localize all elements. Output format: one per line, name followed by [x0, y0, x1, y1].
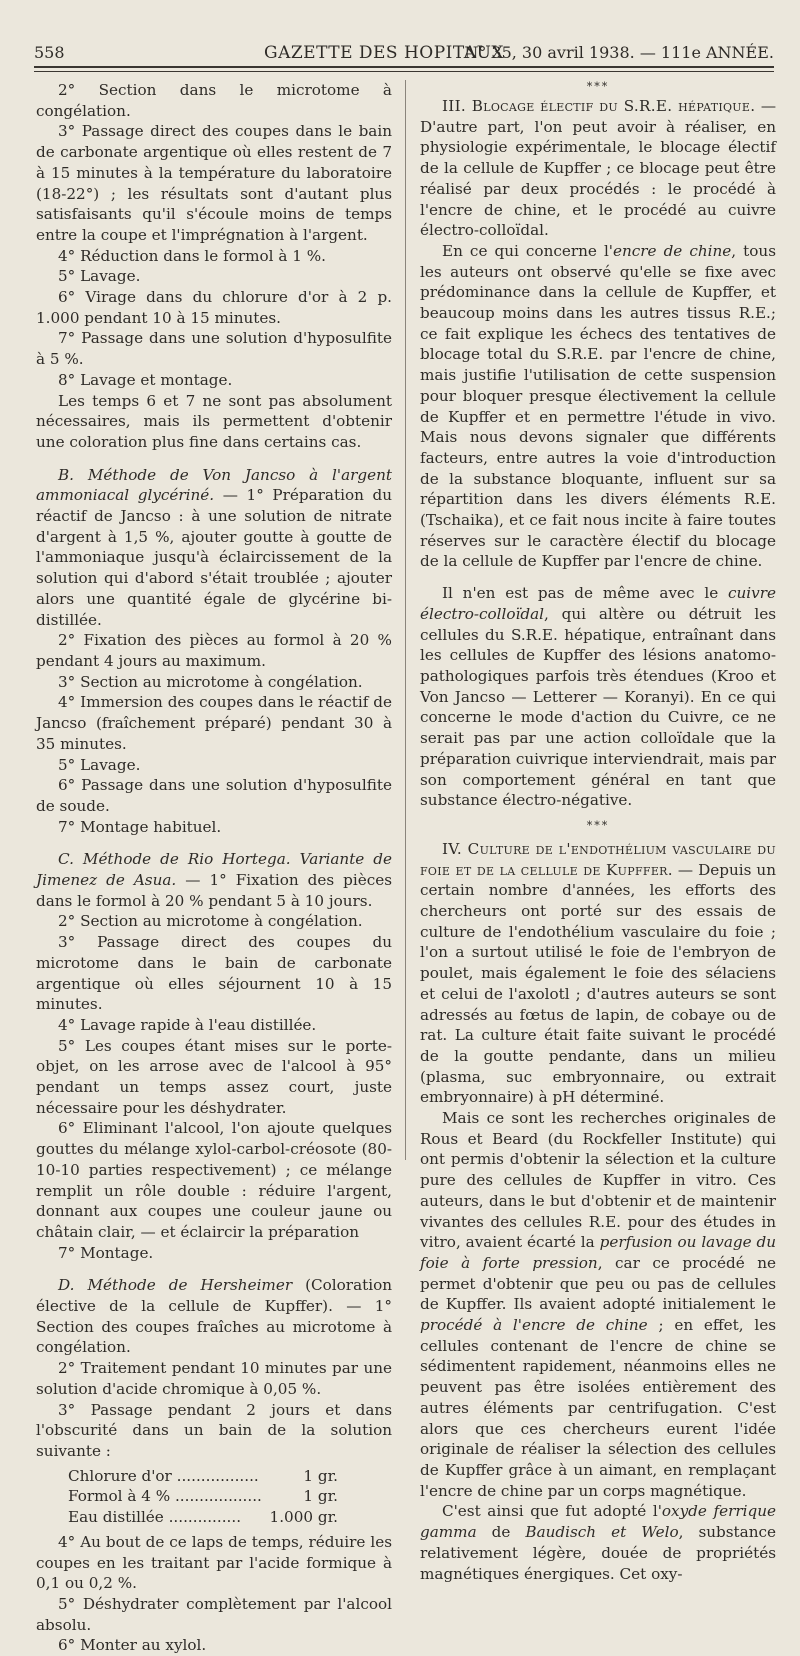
section-iii-text: — D'autre part, l'on peut avoir à réaliser, en physiologie expérimentale, le blocage électif de la cellule de Kupffer ; ce blocage peut être réalisé par deux procédés : le procédé à l'encre de chine, et le procédé au cuivre électro-colloïdal. [420, 97, 776, 240]
emphasis: cuivre électro-colloïdal [420, 584, 776, 623]
step-paragraph: 6° Eliminant l'alcool, l'on ajoute quelques gouttes du mélange xylol-carbol-créosote (80-10-10 parties respectivement) ; ce mélange remplit un rôle double : réduire l'argent, donnant aux coupes une couleur jaune ou châtain clair, — et éclaircir la préparation [36, 1119, 392, 1241]
recipe-quantity: 1 gr. [303, 1487, 338, 1506]
text-run: Il n'en est pas de même avec le [442, 584, 729, 603]
header-rule [34, 71, 774, 72]
column-divider [405, 80, 406, 1160]
body-paragraph [420, 583, 776, 811]
section-iii-heading: III. Blocage électif du S.R.E. hépatique. [442, 97, 756, 115]
issue-info: N° 35, 30 avril 1938. — 111e ANNÉE. [464, 43, 774, 62]
text-run: En ce qui concerne l' [442, 241, 613, 260]
step-paragraph: 7° Montage. [58, 1243, 154, 1262]
step-paragraph: 8° Lavage et montage. [58, 370, 233, 389]
section-iv-text: — Depuis un certain nombre d'années, les efforts des chercheurs ont porté sur des essais de culture de l'endothélium vasculaire du foie ; l'on a surtout utilisé le foie de l'embryon de poulet, mais également le foie des sélaciens et celui de l'axolotl ; d'autres auteurs se sont adressés au fœtus de lapin, de cobaye ou de rat. La culture était faite suivant le procédé de la goutte pendante, dans un milieu (plasma, suc embryonnaire, ou extrait embryonnaire) à pH déterminé. [420, 860, 776, 1107]
step-paragraph: 2° Fixation des pièces au formol à 20 % pendant 4 jours au maximum. [36, 631, 392, 670]
step-paragraph: 7° Passage dans une solution d'hyposulfite à 5 %. [36, 329, 392, 369]
step-paragraph: 2° Section au microtome à congélation. [58, 912, 363, 931]
step-paragraph: 3° Passage pendant 2 jours et dans l'obscurité dans un bain de la solution suivante : [36, 1400, 392, 1460]
recipe-quantity: 1.000 gr. [269, 1508, 338, 1527]
recipe-quantity: 1 gr. [303, 1466, 338, 1485]
step-paragraph: 6° Passage dans une solution d'hyposulfite de soude. [36, 776, 392, 815]
method-b-heading: B. Méthode de Von Jancso à l'argent ammoniacal glycériné. [36, 465, 392, 505]
step-paragraph: 3° Section au microtome à congélation. [58, 672, 363, 691]
emphasis: procédé à l'encre de chine [420, 1316, 648, 1335]
emphasis: Baudisch et Welo [525, 1523, 679, 1542]
method-c-paragraph [36, 849, 392, 911]
method-d-paragraph [36, 1275, 392, 1358]
step-paragraph: 3° Passage direct des coupes du microtome dans le bain de carbonate argentique où elles séjournent 10 à 15 minutes. [36, 933, 392, 1014]
step-paragraph: 5° Lavage. [58, 755, 141, 774]
step-paragraph: 4° Réduction dans le formol à 1 %. [58, 246, 326, 265]
method-b-paragraph [36, 465, 392, 631]
text-run: ; en effet, les cellules contenant de l'encre de chine se sédimentent rapidement, néanmoins elles ne peuvent pas être isolées entièrement des autres éléments par centrifugation. C'est alors que ces chercheurs eurent l'idée originale de réaliser la sélection des cellules de Kupffer grâce à un aimant, en remplaçant l'encre de chine par un corps magnétique. [420, 1316, 776, 1500]
method-d-heading: D. Méthode de Hersheimer [58, 1276, 293, 1295]
step-paragraph: 3° Passage direct des coupes dans le bain de carbonate argentique où elles restent de 7 à 15 minutes à la température du laboratoire (18-22°) ; les résultats sont d'autant plus satisfaisants qu'il s'écoule moins de temps entre la coupe et l'imprégnation à l'argent. [36, 122, 392, 244]
recipe-row [68, 1507, 338, 1528]
text-run: Mais ce sont les recherches originales de Rous et Beard (du Rockfeller Institute) qui ont permis d'obtenir la sélection et la culture pure des cellules de Kupffer in vitro. Ces auteurs, dans le but d'obtenir et de maintenir vivantes des cellules R.E. pour des études in vitro, avaient écarté la [420, 1109, 776, 1252]
note-paragraph: Les temps 6 et 7 ne sont pas absolument nécessaires, mais ils permettent d'obtenir une coloration plus fine dans certains cas. [36, 391, 392, 451]
section-separator: *** [586, 80, 610, 93]
recipe-table [68, 1466, 338, 1528]
step-paragraph: 2° Traitement pendant 10 minutes par une solution d'acide chromique à 0,05 %. [36, 1359, 392, 1398]
step-paragraph: 4° Lavage rapide à l'eau distillée. [58, 1015, 317, 1034]
recipe-row [68, 1466, 338, 1487]
text-run: , tous les auteurs ont observé qu'elle se fixe avec prédominance dans la cellule de Kupffer, et beaucoup moins dans les autres tissus R.E.; ce fait explique les échecs des tentatives de blocage total du S.R.E. par l'encre de chine, mais justifie l'utilisation de cette suspension pour bloquer presque électivement la cellule de Kupffer et en permettre l'étude in vivo. Mais nous devons signaler que différents facteurs, entre autres la voie d'introduction de la substance bloquante, influent sur sa répartition dans les divers éléments R.E. (Tschaika), et ce fait nous incite à faire toutes réserves sur le caractère électif du blocage de la cellule de Kupffer par l'encre de chine. [420, 241, 776, 571]
section-iv-paragraph [420, 839, 776, 1108]
step-paragraph: 4° Au bout de ce laps de temps, réduire les coupes en les traitant par l'acide formique à 0,1 ou 0,2 %. [36, 1532, 392, 1593]
text-run: , qui altère ou détruit les cellules du S.R.E. hépatique, entraînant dans les cellules de Kupffer des lésions anatomo-pathologiques parfois très étendues (Kroo et Von Jancso — Letterer — Koranyi). En ce qui concerne le mode d'action du Cuivre, ce ne serait pas par une action colloïdale que la préparation cuivrique interviendrait, mais par son comportement général en tant que substance électro-négative. [420, 604, 776, 810]
body-paragraph [420, 1501, 776, 1584]
method-c-heading: C. Méthode de Rio Hortega. Variante de Jimenez de Asua. [36, 850, 392, 890]
recipe-ingredient: Formol à 4 % .................. [68, 1487, 262, 1506]
section-separator: *** [586, 818, 610, 832]
section-iv-heading: IV. Culture de l'endothélium vasculaire du foie et de la cellule de Kupffer. [420, 839, 776, 879]
step-paragraph: 2° Section dans le microtome à congélation. [36, 81, 392, 120]
step-paragraph: 6° Monter au xylol. [58, 1636, 207, 1655]
right-column [420, 80, 776, 1584]
method-d-text: (Coloration élective de la cellule de Kupffer). — 1° Section des coupes fraîches au microtome à congélation. [36, 1276, 393, 1357]
section-iii-paragraph [420, 96, 776, 241]
step-paragraph: 5° Déshydrater complètement par l'alcool absolu. [36, 1594, 392, 1634]
journal-title: GAZETTE DES HOPITAUX [264, 43, 505, 63]
body-paragraph [420, 241, 776, 572]
running-header [34, 40, 774, 68]
text-run: , substance relativement légère, douée de propriétés magnétiques énergiques. Cet oxy- [420, 1523, 776, 1583]
emphasis: perfusion ou lavage du foie à forte pression [420, 1233, 776, 1272]
recipe-row [68, 1486, 338, 1507]
method-c-text: — 1° Fixation des pièces dans le formol à 20 % pendant 5 à 10 jours. [36, 871, 393, 910]
text-run: C'est ainsi que fut adopté l' [442, 1502, 662, 1521]
step-paragraph: 6° Virage dans du chlorure d'or à 2 p. 1.000 pendant 10 à 15 minutes. [36, 288, 392, 327]
emphasis: oxyde ferrique gamma [420, 1502, 776, 1542]
step-paragraph: 4° Immersion des coupes dans le réactif de Jancso (fraîchement préparé) pendant 30 à 35 minutes. [36, 693, 392, 753]
left-column [36, 80, 392, 1656]
step-paragraph: 5° Les coupes étant mises sur le porte-objet, on les arrose avec de l'alcool à 95° pendant un temps assez court, juste nécessaire pour les déshydrater. [36, 1036, 392, 1117]
method-b-text: — 1° Préparation du réactif de Jancso : à une solution de nitrate d'argent à 1,5 %, ajouter goutte à goutte de l'ammoniaque jusqu'à éclaircissement de la solution qui d'abord s'était troublée ; ajouter alors une quantité égale de glycérine bi-distillée. [36, 486, 392, 629]
text-run: , car ce procédé ne permet d'obtenir que peu ou pas de cellules de Kupffer. Ils avaient adopté initialement le [420, 1253, 776, 1314]
body-paragraph [420, 1108, 776, 1501]
text-run: de [476, 1523, 526, 1542]
step-paragraph: 7° Montage habituel. [58, 817, 222, 836]
recipe-ingredient: Eau distillée ............... [68, 1508, 242, 1527]
recipe-ingredient: Chlorure d'or ................. [68, 1466, 259, 1485]
step-paragraph: 5° Lavage. [58, 267, 141, 286]
page-number: 558 [34, 43, 65, 62]
emphasis: encre de chine [612, 241, 732, 260]
